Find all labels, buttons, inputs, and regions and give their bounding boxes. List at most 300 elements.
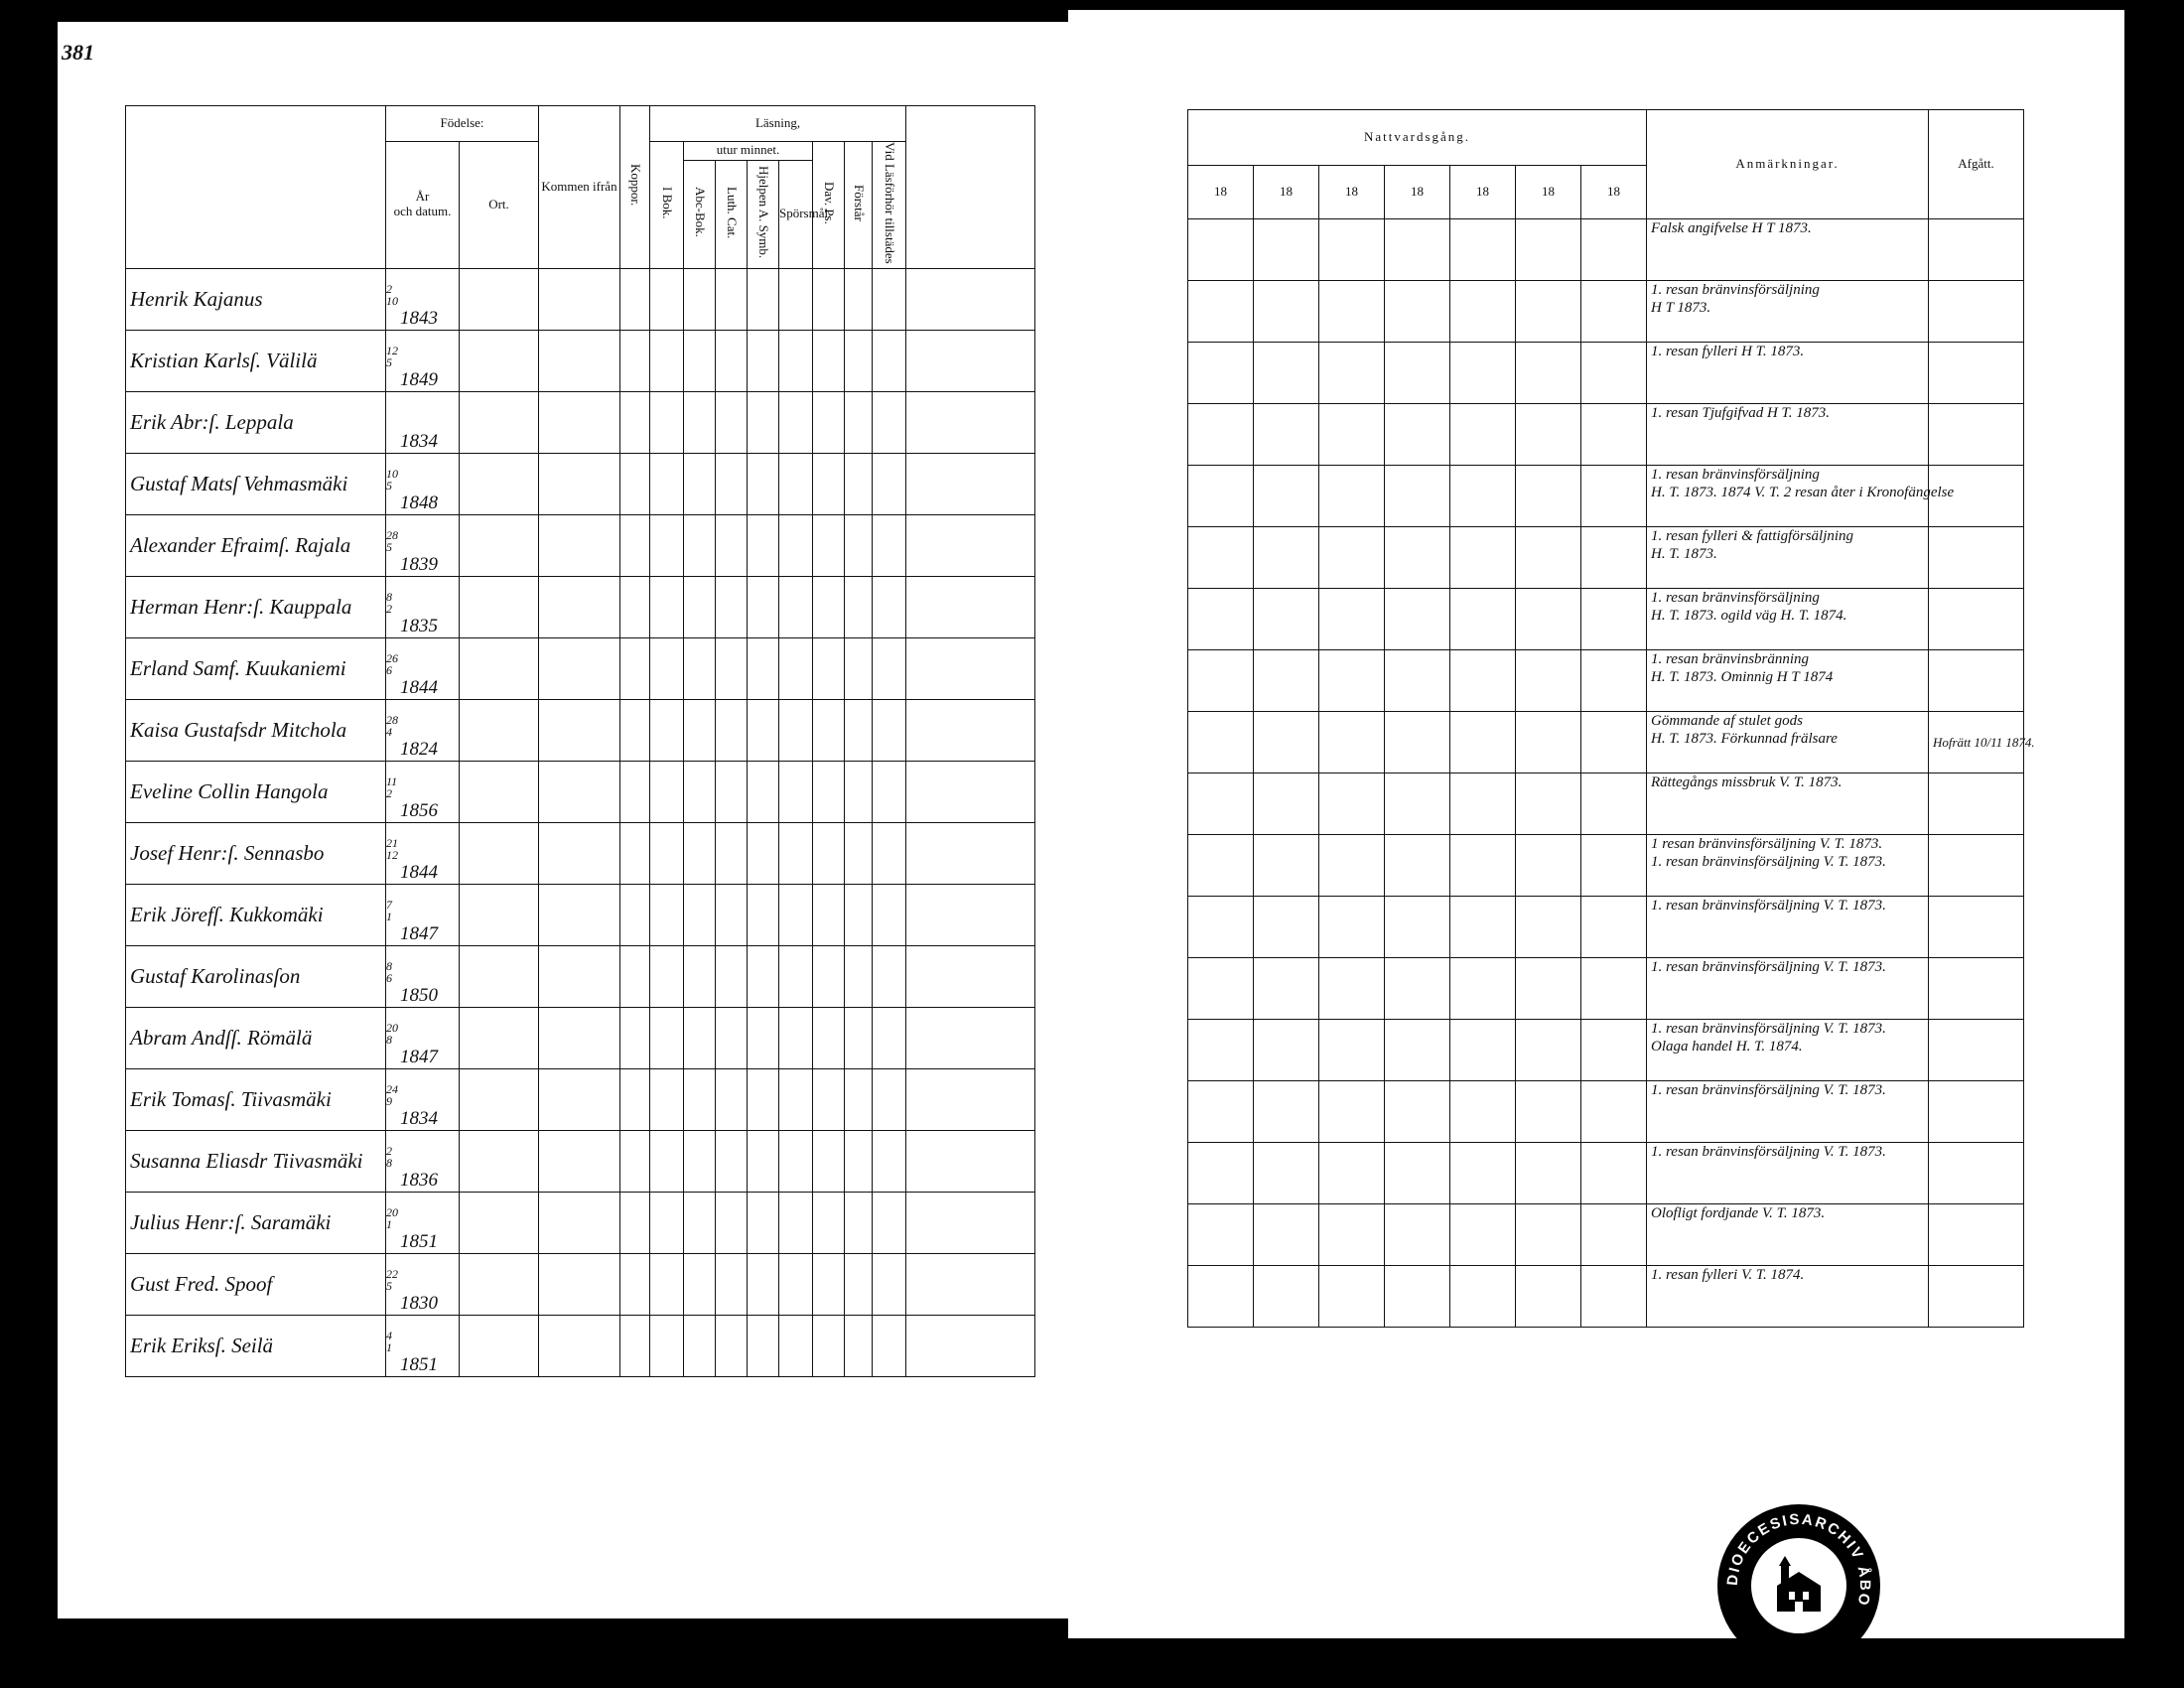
communion-cell — [1319, 650, 1385, 712]
birth-month: 1 — [386, 909, 392, 923]
remark-row — [1188, 343, 2024, 404]
i-bok-header: I Bok. — [650, 142, 684, 269]
afgatt-cell — [1929, 404, 2024, 466]
communion-cell — [1450, 527, 1516, 589]
register-cell — [906, 391, 1035, 453]
register-cell — [813, 330, 845, 391]
register-cell — [650, 1315, 684, 1376]
register-cell — [539, 268, 620, 330]
vid-lasforhor-header: Vid Läsförhör tillstädes — [873, 142, 906, 269]
remark-row — [1188, 219, 2024, 281]
register-cell — [684, 1130, 716, 1192]
register-cell — [460, 1315, 539, 1376]
communion-cell — [1254, 958, 1319, 1020]
register-cell — [716, 453, 748, 514]
communion-cell — [1319, 404, 1385, 466]
communion-cell — [1319, 835, 1385, 897]
fodelse-header: Födelse: — [386, 106, 539, 142]
communion-cell — [1516, 774, 1581, 835]
register-cell — [650, 576, 684, 637]
register-cell — [779, 761, 813, 822]
birth-day: 7 — [386, 897, 392, 912]
year-header: 18 — [1581, 166, 1647, 219]
birth-month: 12 — [386, 847, 398, 862]
communion-cell — [1385, 404, 1450, 466]
communion-cell — [1254, 466, 1319, 527]
register-cell — [873, 330, 906, 391]
register-cell — [906, 268, 1035, 330]
person-name: Julius Henr:ſ. Saramäki — [126, 1192, 386, 1253]
register-cell — [779, 268, 813, 330]
register-cell — [716, 699, 748, 761]
register-cell — [684, 822, 716, 884]
birth-year: 1851 — [400, 1230, 438, 1252]
communion-cell — [1385, 343, 1450, 404]
register-cell — [813, 761, 845, 822]
register-cell — [539, 1007, 620, 1068]
register-cell — [779, 884, 813, 945]
register-cell — [460, 1007, 539, 1068]
remark-cell — [1647, 281, 1929, 343]
register-cell — [779, 945, 813, 1007]
birth-date-cell — [386, 1253, 460, 1315]
person-name: Eveline Collin Hangola — [126, 761, 386, 822]
register-cell — [748, 945, 779, 1007]
remark-line: Gömmande af stulet gods — [1651, 713, 1803, 729]
register-cell — [539, 637, 620, 699]
person-name: Abram Andſſ. Römälä — [126, 1007, 386, 1068]
person-row — [126, 761, 1035, 822]
communion-cell — [1581, 404, 1647, 466]
register-cell — [779, 1068, 813, 1130]
register-cell — [845, 391, 873, 453]
communion-cell — [1319, 527, 1385, 589]
communion-cell — [1188, 1204, 1254, 1266]
register-cell — [684, 761, 716, 822]
register-cell — [684, 1192, 716, 1253]
register-cell — [906, 637, 1035, 699]
communion-cell — [1254, 343, 1319, 404]
afgatt-cell — [1929, 527, 2024, 589]
communion-cell — [1385, 1143, 1450, 1204]
communion-cell — [1450, 466, 1516, 527]
birth-day: 24 — [386, 1081, 398, 1096]
register-cell — [779, 699, 813, 761]
register-cell — [684, 945, 716, 1007]
register-cell — [779, 576, 813, 637]
communion-cell — [1581, 343, 1647, 404]
register-cell — [460, 945, 539, 1007]
remark-cell — [1647, 774, 1929, 835]
register-cell — [873, 945, 906, 1007]
birth-date-cell — [386, 453, 460, 514]
birth-date-cell — [386, 1192, 460, 1253]
remark-line: 1. resan bränvinsförsäljning V. T. 1873. — [1651, 1144, 1886, 1160]
person-row — [126, 1068, 1035, 1130]
remark-cell — [1647, 466, 1955, 527]
register-cell — [845, 884, 873, 945]
person-name: Erland Samf. Kuukaniemi — [126, 637, 386, 699]
register-cell — [845, 699, 873, 761]
register-cell — [460, 884, 539, 945]
communion-cell — [1385, 650, 1450, 712]
communion-cell — [1581, 466, 1647, 527]
communion-cell — [1319, 589, 1385, 650]
register-cell — [460, 822, 539, 884]
person-row — [126, 1130, 1035, 1192]
register-cell — [539, 884, 620, 945]
afgatt-cell — [1929, 1266, 2024, 1328]
register-cell — [845, 637, 873, 699]
register-cell — [873, 1068, 906, 1130]
communion-cell — [1254, 835, 1319, 897]
birth-date-cell — [386, 576, 460, 637]
remark-line-2: H. T. 1873. ogild väg H. T. 1874. — [1651, 608, 1847, 624]
afgatt-cell — [1929, 1204, 2024, 1266]
left-register-table — [125, 105, 1035, 1377]
register-cell — [684, 453, 716, 514]
communion-cell — [1319, 1143, 1385, 1204]
birth-date-cell — [386, 1130, 460, 1192]
register-cell — [813, 514, 845, 576]
birth-date-cell — [386, 884, 460, 945]
communion-cell — [1581, 281, 1647, 343]
register-cell — [650, 1192, 684, 1253]
register-cell — [748, 822, 779, 884]
birth-date-cell — [386, 391, 460, 453]
register-cell — [539, 945, 620, 1007]
birth-date-cell — [386, 514, 460, 576]
register-cell — [906, 945, 1035, 1007]
birth-day: 11 — [386, 774, 398, 788]
register-cell — [620, 1068, 650, 1130]
register-cell — [539, 576, 620, 637]
afgatt-cell — [1929, 958, 2024, 1020]
birth-day: 12 — [386, 343, 398, 357]
register-cell — [779, 391, 813, 453]
communion-cell — [1188, 712, 1254, 774]
remark-line: 1. resan fylleri & fattigförsäljning — [1651, 528, 1854, 544]
register-cell — [620, 268, 650, 330]
communion-cell — [1188, 1081, 1254, 1143]
remark-row — [1188, 1143, 2024, 1204]
remark-cell — [1647, 835, 1929, 897]
birth-month: 5 — [386, 354, 392, 369]
communion-cell — [1385, 527, 1450, 589]
remark-line-2: H T 1873. — [1651, 300, 1711, 316]
register-cell — [779, 1007, 813, 1068]
birth-month: 2 — [386, 785, 392, 800]
communion-cell — [1516, 281, 1581, 343]
communion-cell — [1581, 1020, 1647, 1081]
communion-cell — [1450, 1266, 1516, 1328]
person-name: Erik Jörefſ. Kukkomäki — [126, 884, 386, 945]
birth-date-cell — [386, 1007, 460, 1068]
hjelpen-header: Hjelpen A. Symb. — [748, 160, 779, 268]
afgatt-cell: Hofrätt 10/11 1874. — [1929, 712, 2024, 774]
birth-year: 1824 — [400, 738, 438, 760]
communion-cell — [1450, 712, 1516, 774]
remark-cell — [1647, 958, 1929, 1020]
communion-cell — [1385, 466, 1450, 527]
register-cell — [684, 330, 716, 391]
birth-year: 1834 — [400, 1107, 438, 1129]
register-cell — [845, 1068, 873, 1130]
register-cell — [539, 1253, 620, 1315]
remark-cell — [1647, 1266, 1929, 1328]
birth-year: 1835 — [400, 615, 438, 636]
register-cell — [539, 1192, 620, 1253]
register-cell — [684, 1007, 716, 1068]
birth-month: 10 — [386, 293, 398, 308]
remark-line-2: H. T. 1873. Ominnig H T 1874 — [1651, 669, 1834, 685]
person-row — [126, 884, 1035, 945]
communion-cell — [1450, 589, 1516, 650]
remark-line: 1. resan bränvinsförsäljning V. T. 1873. — [1651, 1021, 1886, 1037]
communion-cell — [1516, 1143, 1581, 1204]
communion-cell — [1385, 219, 1450, 281]
communion-cell — [1450, 281, 1516, 343]
svg-text:DIOECESISARCHIV ÅBO: DIOECESISARCHIV ÅBO — [1723, 1510, 1874, 1609]
register-cell — [906, 330, 1035, 391]
communion-cell — [1450, 774, 1516, 835]
communion-cell — [1516, 1204, 1581, 1266]
register-cell — [813, 576, 845, 637]
register-cell — [845, 1253, 873, 1315]
register-cell — [539, 822, 620, 884]
register-cell — [748, 884, 779, 945]
birth-month: 4 — [386, 724, 392, 739]
lasning-header: Läsning, — [650, 106, 906, 142]
birth-date-cell — [386, 637, 460, 699]
register-cell — [779, 1253, 813, 1315]
register-cell — [460, 268, 539, 330]
communion-cell — [1254, 897, 1319, 958]
register-cell — [779, 453, 813, 514]
remark-line: 1. resan bränvinsförsäljning — [1651, 282, 1820, 298]
register-cell — [748, 514, 779, 576]
register-cell — [539, 699, 620, 761]
year-header: 18 — [1188, 166, 1254, 219]
remark-cell — [1647, 1020, 1929, 1081]
communion-cell — [1254, 1143, 1319, 1204]
register-cell — [748, 637, 779, 699]
remark-cell — [1647, 897, 1929, 958]
communion-cell — [1516, 958, 1581, 1020]
communion-cell — [1385, 712, 1450, 774]
register-cell — [813, 1007, 845, 1068]
birth-day: 28 — [386, 712, 398, 727]
register-cell — [748, 330, 779, 391]
register-cell — [620, 699, 650, 761]
birth-month: 5 — [386, 478, 392, 492]
communion-cell — [1385, 281, 1450, 343]
register-cell — [906, 884, 1035, 945]
communion-cell — [1188, 466, 1254, 527]
remark-row — [1188, 1266, 2024, 1328]
register-cell — [684, 699, 716, 761]
birth-date-cell — [386, 268, 460, 330]
anmarkningar-header: Anmärkningar. — [1647, 110, 1929, 219]
register-cell — [684, 637, 716, 699]
afgatt-cell — [1929, 1020, 2024, 1081]
luth-cat-header: Luth. Cat. — [716, 160, 748, 268]
remark-row — [1188, 1204, 2024, 1266]
register-cell — [684, 268, 716, 330]
register-cell — [620, 637, 650, 699]
afgatt-cell — [1929, 281, 2024, 343]
communion-cell — [1581, 712, 1647, 774]
register-cell — [748, 268, 779, 330]
communion-cell — [1516, 589, 1581, 650]
communion-cell — [1188, 650, 1254, 712]
register-cell — [779, 637, 813, 699]
register-cell — [748, 1315, 779, 1376]
communion-cell — [1188, 1143, 1254, 1204]
register-cell — [873, 514, 906, 576]
communion-cell — [1450, 650, 1516, 712]
register-cell — [716, 884, 748, 945]
remark-row — [1188, 281, 2024, 343]
birth-year: 1834 — [400, 430, 438, 452]
register-cell — [748, 576, 779, 637]
communion-cell — [1581, 1081, 1647, 1143]
birth-day: 28 — [386, 527, 398, 542]
communion-cell — [1450, 1020, 1516, 1081]
person-row — [126, 945, 1035, 1007]
person-name: Susanna Eliasdr Tiivasmäki — [126, 1130, 386, 1192]
birth-month: 8 — [386, 1032, 392, 1047]
person-row — [126, 822, 1035, 884]
communion-cell — [1188, 1266, 1254, 1328]
register-cell — [460, 1192, 539, 1253]
ar-datum-header: År och datum. — [386, 142, 460, 269]
register-cell — [906, 1068, 1035, 1130]
birth-year: 1851 — [400, 1353, 438, 1375]
register-cell — [873, 391, 906, 453]
register-cell — [620, 514, 650, 576]
register-cell — [845, 514, 873, 576]
register-cell — [460, 1130, 539, 1192]
register-cell — [539, 453, 620, 514]
register-cell — [779, 1130, 813, 1192]
register-cell — [620, 1130, 650, 1192]
person-row — [126, 453, 1035, 514]
register-cell — [873, 884, 906, 945]
communion-cell — [1385, 897, 1450, 958]
birth-day: 20 — [386, 1204, 398, 1219]
register-cell — [620, 576, 650, 637]
communion-cell — [1254, 219, 1319, 281]
communion-cell — [1385, 1020, 1450, 1081]
communion-cell — [1581, 589, 1647, 650]
communion-cell — [1188, 219, 1254, 281]
remark-line: 1. resan bränvinsförsäljning — [1651, 467, 1820, 483]
communion-cell — [1319, 897, 1385, 958]
remark-line-2: Olaga handel H. T. 1874. — [1651, 1039, 1803, 1055]
register-cell — [873, 761, 906, 822]
birth-date-cell — [386, 822, 460, 884]
register-cell — [460, 576, 539, 637]
remark-row — [1188, 1081, 2024, 1143]
communion-cell — [1319, 343, 1385, 404]
person-row — [126, 391, 1035, 453]
register-cell — [748, 699, 779, 761]
stamp-text — [1721, 1508, 1876, 1663]
register-cell — [906, 1315, 1035, 1376]
communion-cell — [1254, 1204, 1319, 1266]
birth-date-cell — [386, 330, 460, 391]
communion-cell — [1516, 219, 1581, 281]
register-cell — [813, 1068, 845, 1130]
communion-cell — [1581, 1204, 1647, 1266]
right-register-table — [1187, 109, 2035, 1328]
register-cell — [460, 330, 539, 391]
communion-cell — [1581, 1266, 1647, 1328]
remark-line: Rättegångs missbruk V. T. 1873. — [1651, 774, 1843, 790]
communion-cell — [1188, 281, 1254, 343]
birth-day: 22 — [386, 1266, 398, 1281]
communion-cell — [1188, 897, 1254, 958]
register-cell — [539, 1130, 620, 1192]
register-cell — [813, 884, 845, 945]
afgatt-cell — [1929, 650, 2024, 712]
remark-cell — [1647, 219, 1929, 281]
communion-cell — [1188, 835, 1254, 897]
birth-year: 1848 — [400, 492, 438, 513]
communion-cell — [1319, 1081, 1385, 1143]
year-header: 18 — [1450, 166, 1516, 219]
birth-year: 1850 — [400, 984, 438, 1006]
communion-cell — [1254, 1020, 1319, 1081]
dav-ps-header: Dav. Ps. — [813, 142, 845, 269]
person-name: Kaisa Gustafsdr Mitchola — [126, 699, 386, 761]
register-cell — [845, 945, 873, 1007]
afgatt-header: Afgått. — [1929, 110, 2024, 219]
register-cell — [650, 391, 684, 453]
communion-cell — [1254, 527, 1319, 589]
register-cell — [716, 1130, 748, 1192]
communion-cell — [1581, 527, 1647, 589]
register-cell — [650, 884, 684, 945]
year-header: 18 — [1516, 166, 1581, 219]
register-cell — [684, 576, 716, 637]
birth-day: 20 — [386, 1020, 398, 1035]
register-cell — [650, 699, 684, 761]
communion-cell — [1254, 281, 1319, 343]
communion-cell — [1450, 404, 1516, 466]
register-cell — [650, 1007, 684, 1068]
communion-cell — [1581, 835, 1647, 897]
register-cell — [845, 1130, 873, 1192]
register-cell — [873, 1130, 906, 1192]
communion-cell — [1516, 835, 1581, 897]
communion-cell — [1450, 1143, 1516, 1204]
communion-cell — [1516, 466, 1581, 527]
communion-cell — [1450, 219, 1516, 281]
register-cell — [539, 1315, 620, 1376]
birth-year: 1847 — [400, 1046, 438, 1067]
person-row — [126, 514, 1035, 576]
remark-cell — [1647, 712, 1929, 774]
communion-cell — [1188, 527, 1254, 589]
register-cell — [813, 1130, 845, 1192]
birth-year: 1849 — [400, 368, 438, 390]
ort-header: Ort. — [460, 142, 539, 269]
register-cell — [748, 1130, 779, 1192]
register-cell — [748, 1253, 779, 1315]
communion-cell — [1581, 219, 1647, 281]
